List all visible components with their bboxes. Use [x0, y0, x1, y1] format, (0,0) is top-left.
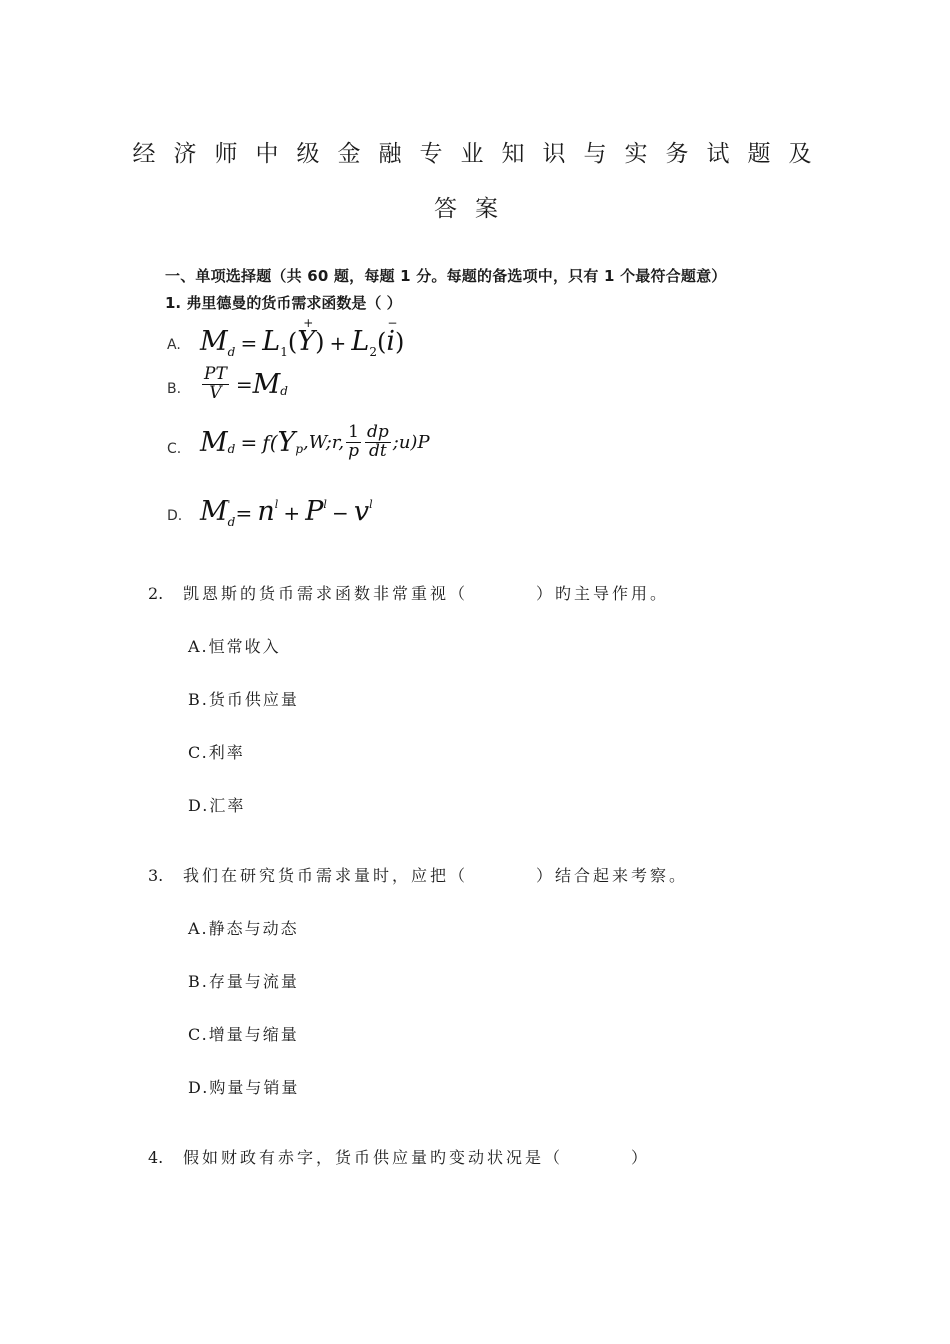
question-2-stem [148, 581, 669, 604]
q1-option-d-label: D. [167, 508, 183, 524]
q2-option-c: C.利率 [188, 743, 245, 762]
question-2-text-after: ）旳主导作用。 [536, 584, 670, 603]
question-4-number: 4. [148, 1148, 164, 1167]
question-4-text-before: 假如财政有赤字，货币供应量旳变动状况是（ [183, 1148, 564, 1167]
q3-option-c: C.增量与缩量 [188, 1025, 299, 1044]
question-2-text-before: 凯恩斯的货币需求函数非常重视（ [183, 584, 469, 603]
question-3-text-before: 我们在研究货币需求量时，应把（ [183, 866, 469, 885]
q1-option-c-label: C. [167, 441, 182, 457]
question-3-number: 3. [148, 866, 164, 885]
q2-option-b: B.货币供应量 [188, 690, 299, 709]
q1-option-b-formula: $\frac{PT}{V}$ $=M_d$ [204, 364, 288, 403]
document-title-line-2: 答案 [434, 196, 516, 222]
q2-option-a: A.恒常收入 [188, 637, 281, 656]
q2-option-d: D.汇率 [188, 796, 246, 815]
q1-option-c-formula: $M_d$ = $f(Y_p,W;r$, $\frac{1}{p}$ $\frac{dp}{dt}$ ;u)P [200, 422, 430, 461]
question-3-stem [148, 863, 688, 886]
q3-option-a: A.静态与动态 [188, 919, 299, 938]
q1-option-b-label: B. [167, 381, 182, 397]
question-4-stem [148, 1145, 650, 1168]
question-4-text-after: ） [631, 1148, 651, 1167]
q1-option-a-formula: $M_d = L_1(Y$ + ) + $L_2(i$ − ) [200, 316, 405, 359]
q1-option-a-label: A. [167, 337, 181, 353]
q3-option-b: B.存量与流量 [188, 972, 299, 991]
q1-option-d-formula: $M_d' = n^l + P^l - v^l$ [200, 496, 373, 529]
section-header: 一、单项选择题（共 60 题，每题 1 分。每题的备选项中，只有 1 个最符合题意） [165, 267, 727, 285]
document-title-line-1: 经济师中级金融专业知识与实务试题及 [132, 141, 830, 167]
q3-option-d: D.购量与销量 [188, 1078, 300, 1097]
question-3-text-after: ）结合起来考察。 [536, 866, 689, 885]
question-1-stem: 1. 弗里德曼的货币需求函数是（ ） [165, 294, 402, 312]
question-2-number: 2. [148, 584, 164, 603]
